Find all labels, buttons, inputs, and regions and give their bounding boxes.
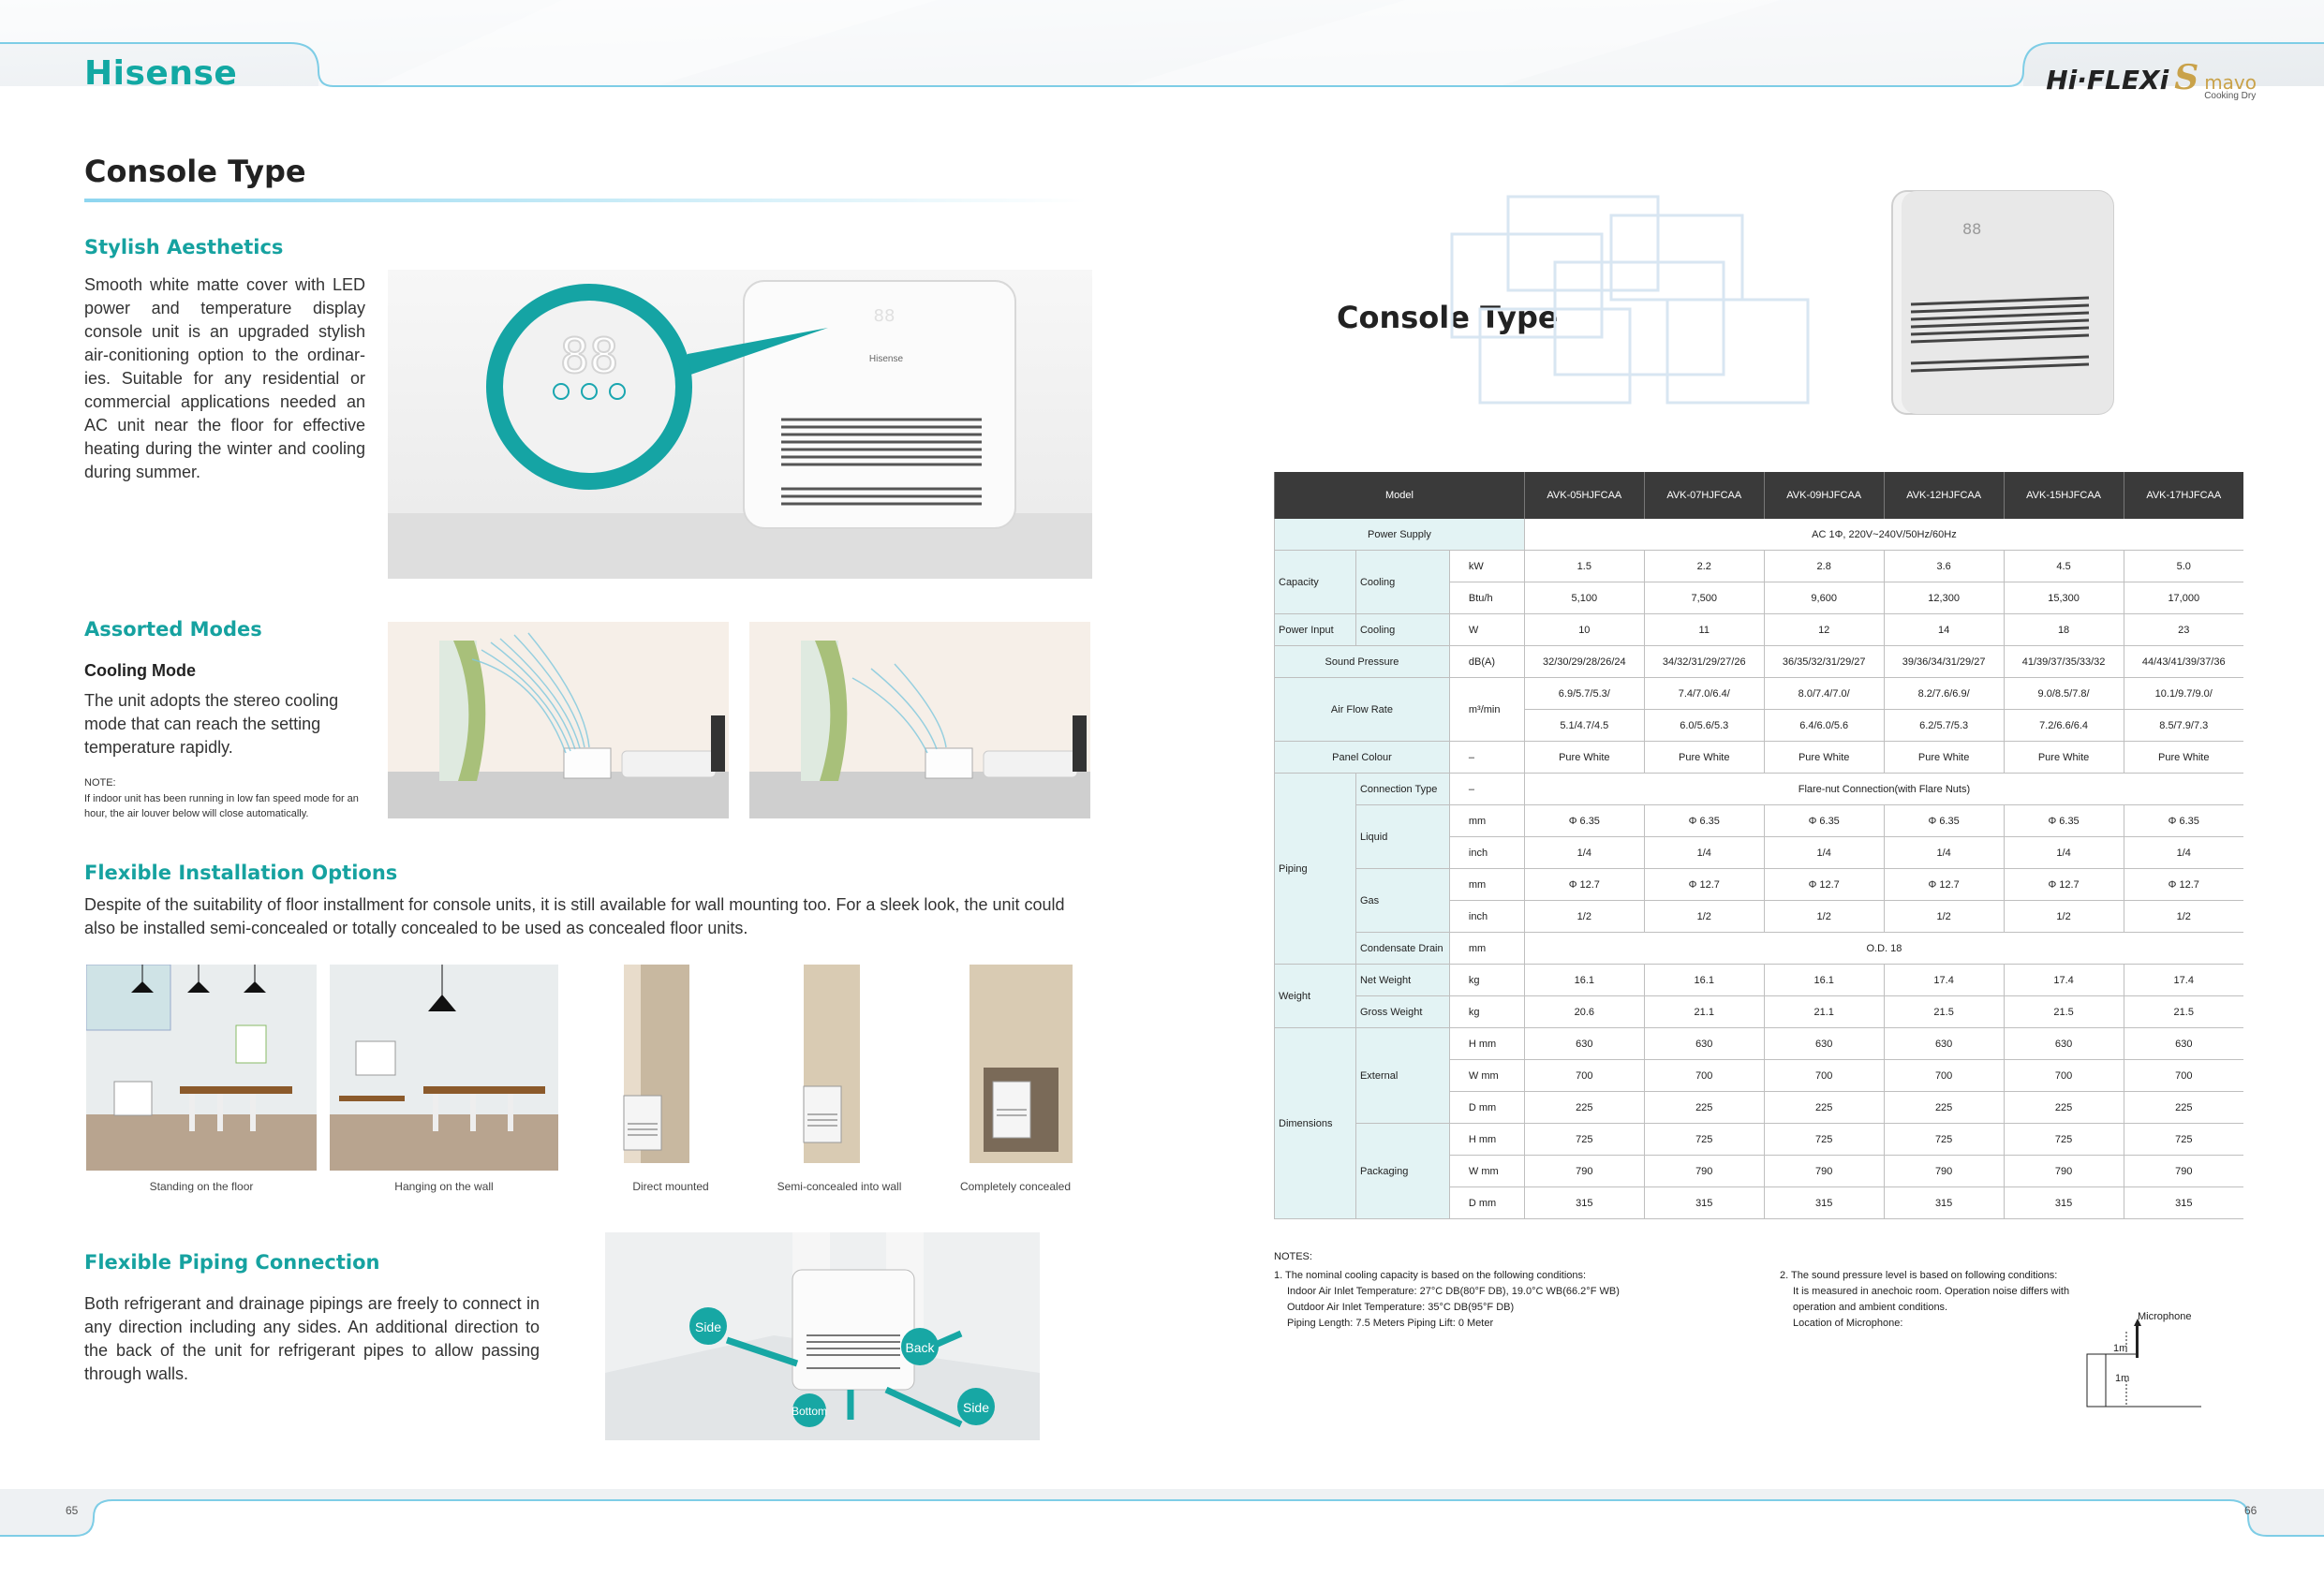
label-air-flow: Air Flow Rate — [1275, 678, 1450, 742]
page-number-right: 66 — [2244, 1504, 2257, 1517]
mic-label: Microphone — [2138, 1311, 2192, 1322]
led-display-digits: 88 — [559, 329, 619, 385]
row-condensate — [1275, 933, 2244, 965]
label-dimensions: Dimensions — [1275, 1028, 1356, 1219]
table-cell: 700 — [1644, 1060, 1764, 1092]
unit-h-mm: H mm — [1449, 1124, 1524, 1156]
hisense-logo: Hisense — [84, 54, 238, 93]
table-cell: 315 — [2124, 1187, 2243, 1219]
table-cell: 630 — [1644, 1028, 1764, 1060]
product-hero-illustration — [1424, 178, 2117, 450]
table-cell: 1/4 — [1524, 837, 1644, 869]
row-packaging-h — [1275, 1124, 2244, 1156]
table-cell: 8.0/7.4/7.0/ — [1764, 678, 1884, 710]
table-cell: 21.5 — [2124, 996, 2243, 1028]
label-weight: Weight — [1275, 965, 1356, 1028]
unit-kw: kW — [1449, 551, 1524, 582]
unit-dash: – — [1449, 774, 1524, 805]
note-1-line-1: Indoor Air Inlet Temperature: 27°C DB(80°F DB), 19.0°C WB(66.2°F WB) — [1287, 1286, 1620, 1297]
table-cell: 16.1 — [1764, 965, 1884, 996]
svg-text:88: 88 — [1962, 220, 1982, 238]
note-2-line-3: Location of Microphone: — [1793, 1318, 1903, 1329]
table-header-row — [1275, 472, 2244, 519]
table-cell: 700 — [1884, 1060, 2004, 1092]
table-cell: 700 — [2004, 1060, 2124, 1092]
page-title-right: Console Type — [1337, 300, 1559, 335]
table-cell: 21.5 — [1884, 996, 2004, 1028]
value-connection-type: Flare-nut Connection(with Flare Nuts) — [1524, 774, 2243, 805]
table-cell: Φ 6.35 — [1644, 805, 1764, 837]
table-cell: Pure White — [1524, 742, 1644, 774]
table-cell: Φ 12.7 — [1644, 869, 1764, 901]
cooling-note-body: If indoor unit has been running in low fan speed mode for an hour, the air louver below will close automatically. — [84, 793, 359, 819]
unit-m3min: m³/min — [1449, 678, 1524, 742]
table-cell: 18 — [2004, 614, 2124, 646]
label-piping: Piping — [1275, 774, 1356, 965]
standing-on-floor-image — [86, 965, 317, 1171]
mic-dim-horizontal: 1m — [2115, 1373, 2130, 1384]
table-cell: 725 — [2124, 1124, 2243, 1156]
header-model-6: AVK-17HJFCAA — [2124, 472, 2243, 519]
header-model-2: AVK-07HJFCAA — [1644, 472, 1764, 519]
table-cell: 790 — [1764, 1156, 1884, 1187]
table-cell: 630 — [2124, 1028, 2243, 1060]
table-cell: 3.6 — [1884, 551, 2004, 582]
label-side-left: Side — [694, 1319, 722, 1334]
table-cell: 6.9/5.7/5.3/ — [1524, 678, 1644, 710]
unit-d-mm: D mm — [1449, 1092, 1524, 1124]
row-panel-colour — [1275, 742, 2244, 774]
table-cell: Pure White — [2004, 742, 2124, 774]
table-cell: 20.6 — [1524, 996, 1644, 1028]
table-cell: 1/4 — [1764, 837, 1884, 869]
table-cell: 315 — [1524, 1187, 1644, 1219]
unit-mm: mm — [1449, 869, 1524, 901]
table-cell: 2.2 — [1644, 551, 1764, 582]
note-1-line-2: Outdoor Air Inlet Temperature: 35°C DB(95°F DB) — [1287, 1302, 1515, 1313]
mic-dim-vertical: 1m — [2113, 1343, 2128, 1354]
table-cell: 11 — [1644, 614, 1764, 646]
unit-d-mm: D mm — [1449, 1187, 1524, 1219]
table-cell: Φ 6.35 — [2124, 805, 2243, 837]
heading-flexible-installation: Flexible Installation Options — [84, 862, 398, 884]
table-cell: Pure White — [2124, 742, 2243, 774]
mavo-subtext: Cooking Dry — [2204, 91, 2257, 101]
table-cell: 15,300 — [2004, 582, 2124, 614]
table-cell: Pure White — [1764, 742, 1884, 774]
unit-inch: inch — [1449, 901, 1524, 933]
svg-text:88: 88 — [873, 306, 896, 326]
table-cell: 34/32/31/29/27/26 — [1644, 646, 1764, 678]
cooling-scene-image-1 — [388, 622, 729, 818]
table-cell: Φ 12.7 — [1884, 869, 2004, 901]
cooling-mode-body: The unit adopts the stereo cooling mode that can reach the setting temperature rapidly. — [84, 691, 339, 757]
label-condensate: Condensate Drain — [1355, 933, 1449, 965]
table-cell: 5,100 — [1524, 582, 1644, 614]
table-cell: Pure White — [1884, 742, 2004, 774]
table-cell: 41/39/37/35/33/32 — [2004, 646, 2124, 678]
table-cell: 225 — [2004, 1092, 2124, 1124]
caption-direct-mounted: Direct mounted — [632, 1180, 709, 1193]
label-bottom: Bottom — [791, 1405, 828, 1418]
label-back: Back — [905, 1340, 935, 1355]
header-model-1: AVK-05HJFCAA — [1524, 472, 1644, 519]
hi-flexi-logo — [2046, 58, 2257, 101]
row-power-supply — [1275, 519, 2244, 551]
table-cell: Pure White — [1644, 742, 1764, 774]
caption-standing: Standing on the floor — [149, 1180, 254, 1193]
table-cell: Φ 6.35 — [1764, 805, 1884, 837]
table-cell: 4.5 — [2004, 551, 2124, 582]
table-cell: 21.1 — [1764, 996, 1884, 1028]
label-capacity: Capacity — [1275, 551, 1356, 614]
table-cell: 17.4 — [2004, 965, 2124, 996]
piping-connection-diagram — [605, 1232, 1040, 1440]
stylish-body: Smooth white matte cover with LED power and temperature display console unit is an upgraded stylish air-conitioning option to the ordinar-ies. Suitable for any residential or commercial applications needed an AC unit near the floor for effective heating during the winter and cooling during summer. — [84, 275, 365, 481]
row-net-weight — [1275, 965, 2244, 996]
table-cell: 8.2/7.6/6.9/ — [1884, 678, 2004, 710]
table-cell: 17.4 — [1884, 965, 2004, 996]
table-cell: 44/43/41/39/37/36 — [2124, 646, 2243, 678]
table-cell: 6.0/5.6/5.3 — [1644, 710, 1764, 742]
label-gross-weight: Gross Weight — [1355, 996, 1449, 1028]
unit-dash: – — [1449, 742, 1524, 774]
row-power-input — [1275, 614, 2244, 646]
row-capacity-kw — [1275, 551, 2244, 582]
label-connection-type: Connection Type — [1355, 774, 1449, 805]
caption-completely-concealed: Completely concealed — [959, 1180, 1072, 1193]
unit-mm: mm — [1449, 805, 1524, 837]
row-gas-mm — [1275, 869, 2244, 901]
table-cell: 315 — [1884, 1187, 2004, 1219]
table-cell: 225 — [2124, 1092, 2243, 1124]
table-cell: 9,600 — [1764, 582, 1884, 614]
table-cell: 630 — [1764, 1028, 1884, 1060]
table-cell: 16.1 — [1524, 965, 1644, 996]
completely-concealed-image — [955, 965, 1087, 1163]
table-cell: 16.1 — [1644, 965, 1764, 996]
table-cell: 1/2 — [1764, 901, 1884, 933]
table-cell: 14 — [1884, 614, 2004, 646]
table-cell: 630 — [2004, 1028, 2124, 1060]
table-cell: 790 — [2004, 1156, 2124, 1187]
page-title-left: Console Type — [84, 154, 306, 189]
label-capacity-cooling: Cooling — [1355, 551, 1449, 614]
table-cell: Φ 6.35 — [1884, 805, 2004, 837]
unit-btu: Btu/h — [1449, 582, 1524, 614]
specification-table — [1274, 472, 2243, 1219]
table-cell: 725 — [1884, 1124, 2004, 1156]
unit-kg: kg — [1449, 965, 1524, 996]
table-cell: 6.4/6.0/5.6 — [1764, 710, 1884, 742]
unit-w-mm: W mm — [1449, 1060, 1524, 1092]
table-cell: 225 — [1524, 1092, 1644, 1124]
table-cell: 21.1 — [1644, 996, 1764, 1028]
unit-inch: inch — [1449, 837, 1524, 869]
hanging-on-wall-image — [330, 965, 558, 1171]
table-cell: 21.5 — [2004, 996, 2124, 1028]
header-model: Model — [1275, 472, 1525, 519]
console-unit-illustration — [388, 270, 1092, 579]
label-side-right: Side — [962, 1400, 990, 1415]
table-cell: Φ 12.7 — [2124, 869, 2243, 901]
table-cell: 10.1/9.7/9.0/ — [2124, 678, 2243, 710]
table-cell: 12,300 — [1884, 582, 2004, 614]
note-1-line-3: Piping Length: 7.5 Meters Piping Lift: 0 Meter — [1287, 1318, 1494, 1329]
table-cell: 6.2/5.7/5.3 — [1884, 710, 2004, 742]
header-model-3: AVK-09HJFCAA — [1764, 472, 1884, 519]
page-number-left: 65 — [66, 1504, 79, 1517]
table-cell: 7,500 — [1644, 582, 1764, 614]
row-sound-pressure — [1275, 646, 2244, 678]
table-cell: Φ 6.35 — [1524, 805, 1644, 837]
note-2-line-2: operation and ambient conditions. — [1793, 1302, 1948, 1313]
label-liquid: Liquid — [1355, 805, 1449, 869]
table-cell: 17,000 — [2124, 582, 2243, 614]
table-cell: 23 — [2124, 614, 2243, 646]
caption-hanging: Hanging on the wall — [394, 1180, 494, 1193]
notes-title: NOTES: — [1274, 1251, 1312, 1262]
table-cell: 790 — [1644, 1156, 1764, 1187]
table-cell: 700 — [2124, 1060, 2243, 1092]
table-cell: 790 — [2124, 1156, 2243, 1187]
table-cell: 1/4 — [2004, 837, 2124, 869]
label-power-input-cooling: Cooling — [1355, 614, 1449, 646]
table-cell: 9.0/8.5/7.8/ — [2004, 678, 2124, 710]
table-cell: 36/35/32/31/29/27 — [1764, 646, 1884, 678]
table-cell: 725 — [2004, 1124, 2124, 1156]
console-unit-closeup-image — [388, 270, 1092, 579]
direct-mounted-image — [605, 965, 736, 1163]
mavo-text: mavo — [2204, 71, 2257, 94]
table-cell: 8.5/7.9/7.3 — [2124, 710, 2243, 742]
unit-w: W — [1449, 614, 1524, 646]
table-cell: 315 — [2004, 1187, 2124, 1219]
table-cell: 7.4/7.0/6.4/ — [1644, 678, 1764, 710]
table-cell: Φ 6.35 — [2004, 805, 2124, 837]
table-cell: 700 — [1764, 1060, 1884, 1092]
table-cell: 39/36/34/31/29/27 — [1884, 646, 2004, 678]
s-mark: S — [2174, 58, 2199, 97]
unit-mm: mm — [1449, 933, 1524, 965]
installation-body: Despite of the suitability of floor installment for console units, it is still available for wall mounting too. For a sleek look, the unit could also be installed semi-concealed or totally concealed to be used as concealed floor units. — [84, 895, 1065, 937]
table-cell: Φ 12.7 — [2004, 869, 2124, 901]
table-cell: 630 — [1524, 1028, 1644, 1060]
label-net-weight: Net Weight — [1355, 965, 1449, 996]
table-cell: 225 — [1884, 1092, 2004, 1124]
row-external-h — [1275, 1028, 2244, 1060]
unit-w-mm: W mm — [1449, 1156, 1524, 1187]
heading-stylish-aesthetics: Stylish Aesthetics — [84, 236, 284, 258]
table-cell: 700 — [1524, 1060, 1644, 1092]
header-model-5: AVK-15HJFCAA — [2004, 472, 2124, 519]
value-condensate: O.D. 18 — [1524, 933, 2243, 965]
hi-flexi-text: Hi·FLEXi — [2046, 65, 2169, 96]
table-cell: 1/2 — [1644, 901, 1764, 933]
label-power-input: Power Input — [1275, 614, 1356, 646]
cooling-mode-subheading: Cooling Mode — [84, 661, 196, 680]
table-cell: 5.1/4.7/4.5 — [1524, 710, 1644, 742]
heading-flexible-piping: Flexible Piping Connection — [84, 1251, 380, 1274]
table-cell: 1/2 — [2004, 901, 2124, 933]
row-gross-weight — [1275, 996, 2244, 1028]
semi-concealed-image — [776, 965, 907, 1163]
row-air-flow-1 — [1275, 678, 2244, 710]
table-cell: 630 — [1884, 1028, 2004, 1060]
table-cell: 1/4 — [2124, 837, 2243, 869]
table-cell: 17.4 — [2124, 965, 2243, 996]
piping-body: Both refrigerant and drainage pipings are freely to connect in any direction including any sides. An additional direction to the back of the unit for refrigerant pipes to allow passing through walls. — [84, 1294, 540, 1383]
table-cell: 790 — [1884, 1156, 2004, 1187]
table-cell: 1/2 — [2124, 901, 2243, 933]
microphone-location-diagram — [2080, 1305, 2211, 1412]
table-cell: 315 — [1644, 1187, 1764, 1219]
table-cell: 2.8 — [1764, 551, 1884, 582]
table-cell: 1/4 — [1884, 837, 2004, 869]
row-connection-type — [1275, 774, 2244, 805]
table-cell: Φ 12.7 — [1764, 869, 1884, 901]
table-cell: 1.5 — [1524, 551, 1644, 582]
table-cell: 7.2/6.6/6.4 — [2004, 710, 2124, 742]
heading-assorted-modes: Assorted Modes — [84, 618, 262, 641]
note-1-title: 1. The nominal cooling capacity is based on the following conditions: — [1274, 1270, 1587, 1281]
table-cell: 1/4 — [1644, 837, 1764, 869]
table-cell: 725 — [1644, 1124, 1764, 1156]
note-2-title: 2. The sound pressure level is based on following conditions: — [1780, 1270, 2058, 1281]
svg-text:Hisense: Hisense — [868, 354, 904, 364]
note-2-line-1: It is measured in anechoic room. Operation noise differs with — [1793, 1286, 2070, 1297]
table-cell: 725 — [1524, 1124, 1644, 1156]
table-cell: 315 — [1764, 1187, 1884, 1219]
table-cell: 12 — [1764, 614, 1884, 646]
table-cell: 5.0 — [2124, 551, 2243, 582]
label-sound-pressure: Sound Pressure — [1275, 646, 1450, 678]
header-model-4: AVK-12HJFCAA — [1884, 472, 2004, 519]
cooling-note-label: NOTE: — [84, 777, 116, 788]
table-cell: 1/2 — [1524, 901, 1644, 933]
table-cell: 10 — [1524, 614, 1644, 646]
unit-h-mm: H mm — [1449, 1028, 1524, 1060]
unit-dba: dB(A) — [1449, 646, 1524, 678]
table-cell: 225 — [1644, 1092, 1764, 1124]
unit-kg: kg — [1449, 996, 1524, 1028]
cooling-scene-image-2 — [749, 622, 1090, 818]
table-cell: 1/2 — [1884, 901, 2004, 933]
mavo-mark — [2204, 73, 2257, 101]
row-liquid-mm — [1275, 805, 2244, 837]
label-packaging: Packaging — [1355, 1124, 1449, 1219]
table-cell: 725 — [1764, 1124, 1884, 1156]
table-cell: 32/30/29/28/26/24 — [1524, 646, 1644, 678]
table-cell: 790 — [1524, 1156, 1644, 1187]
label-gas: Gas — [1355, 869, 1449, 933]
table-cell: 225 — [1764, 1092, 1884, 1124]
title-underline — [84, 199, 1087, 202]
label-panel-colour: Panel Colour — [1275, 742, 1450, 774]
label-power-supply: Power Supply — [1275, 519, 1525, 551]
table-cell: Φ 12.7 — [1524, 869, 1644, 901]
label-external: External — [1355, 1028, 1449, 1124]
caption-semi-concealed: Semi-concealed into wall — [777, 1180, 902, 1193]
value-power-supply: AC 1Φ, 220V~240V/50Hz/60Hz — [1524, 519, 2243, 551]
